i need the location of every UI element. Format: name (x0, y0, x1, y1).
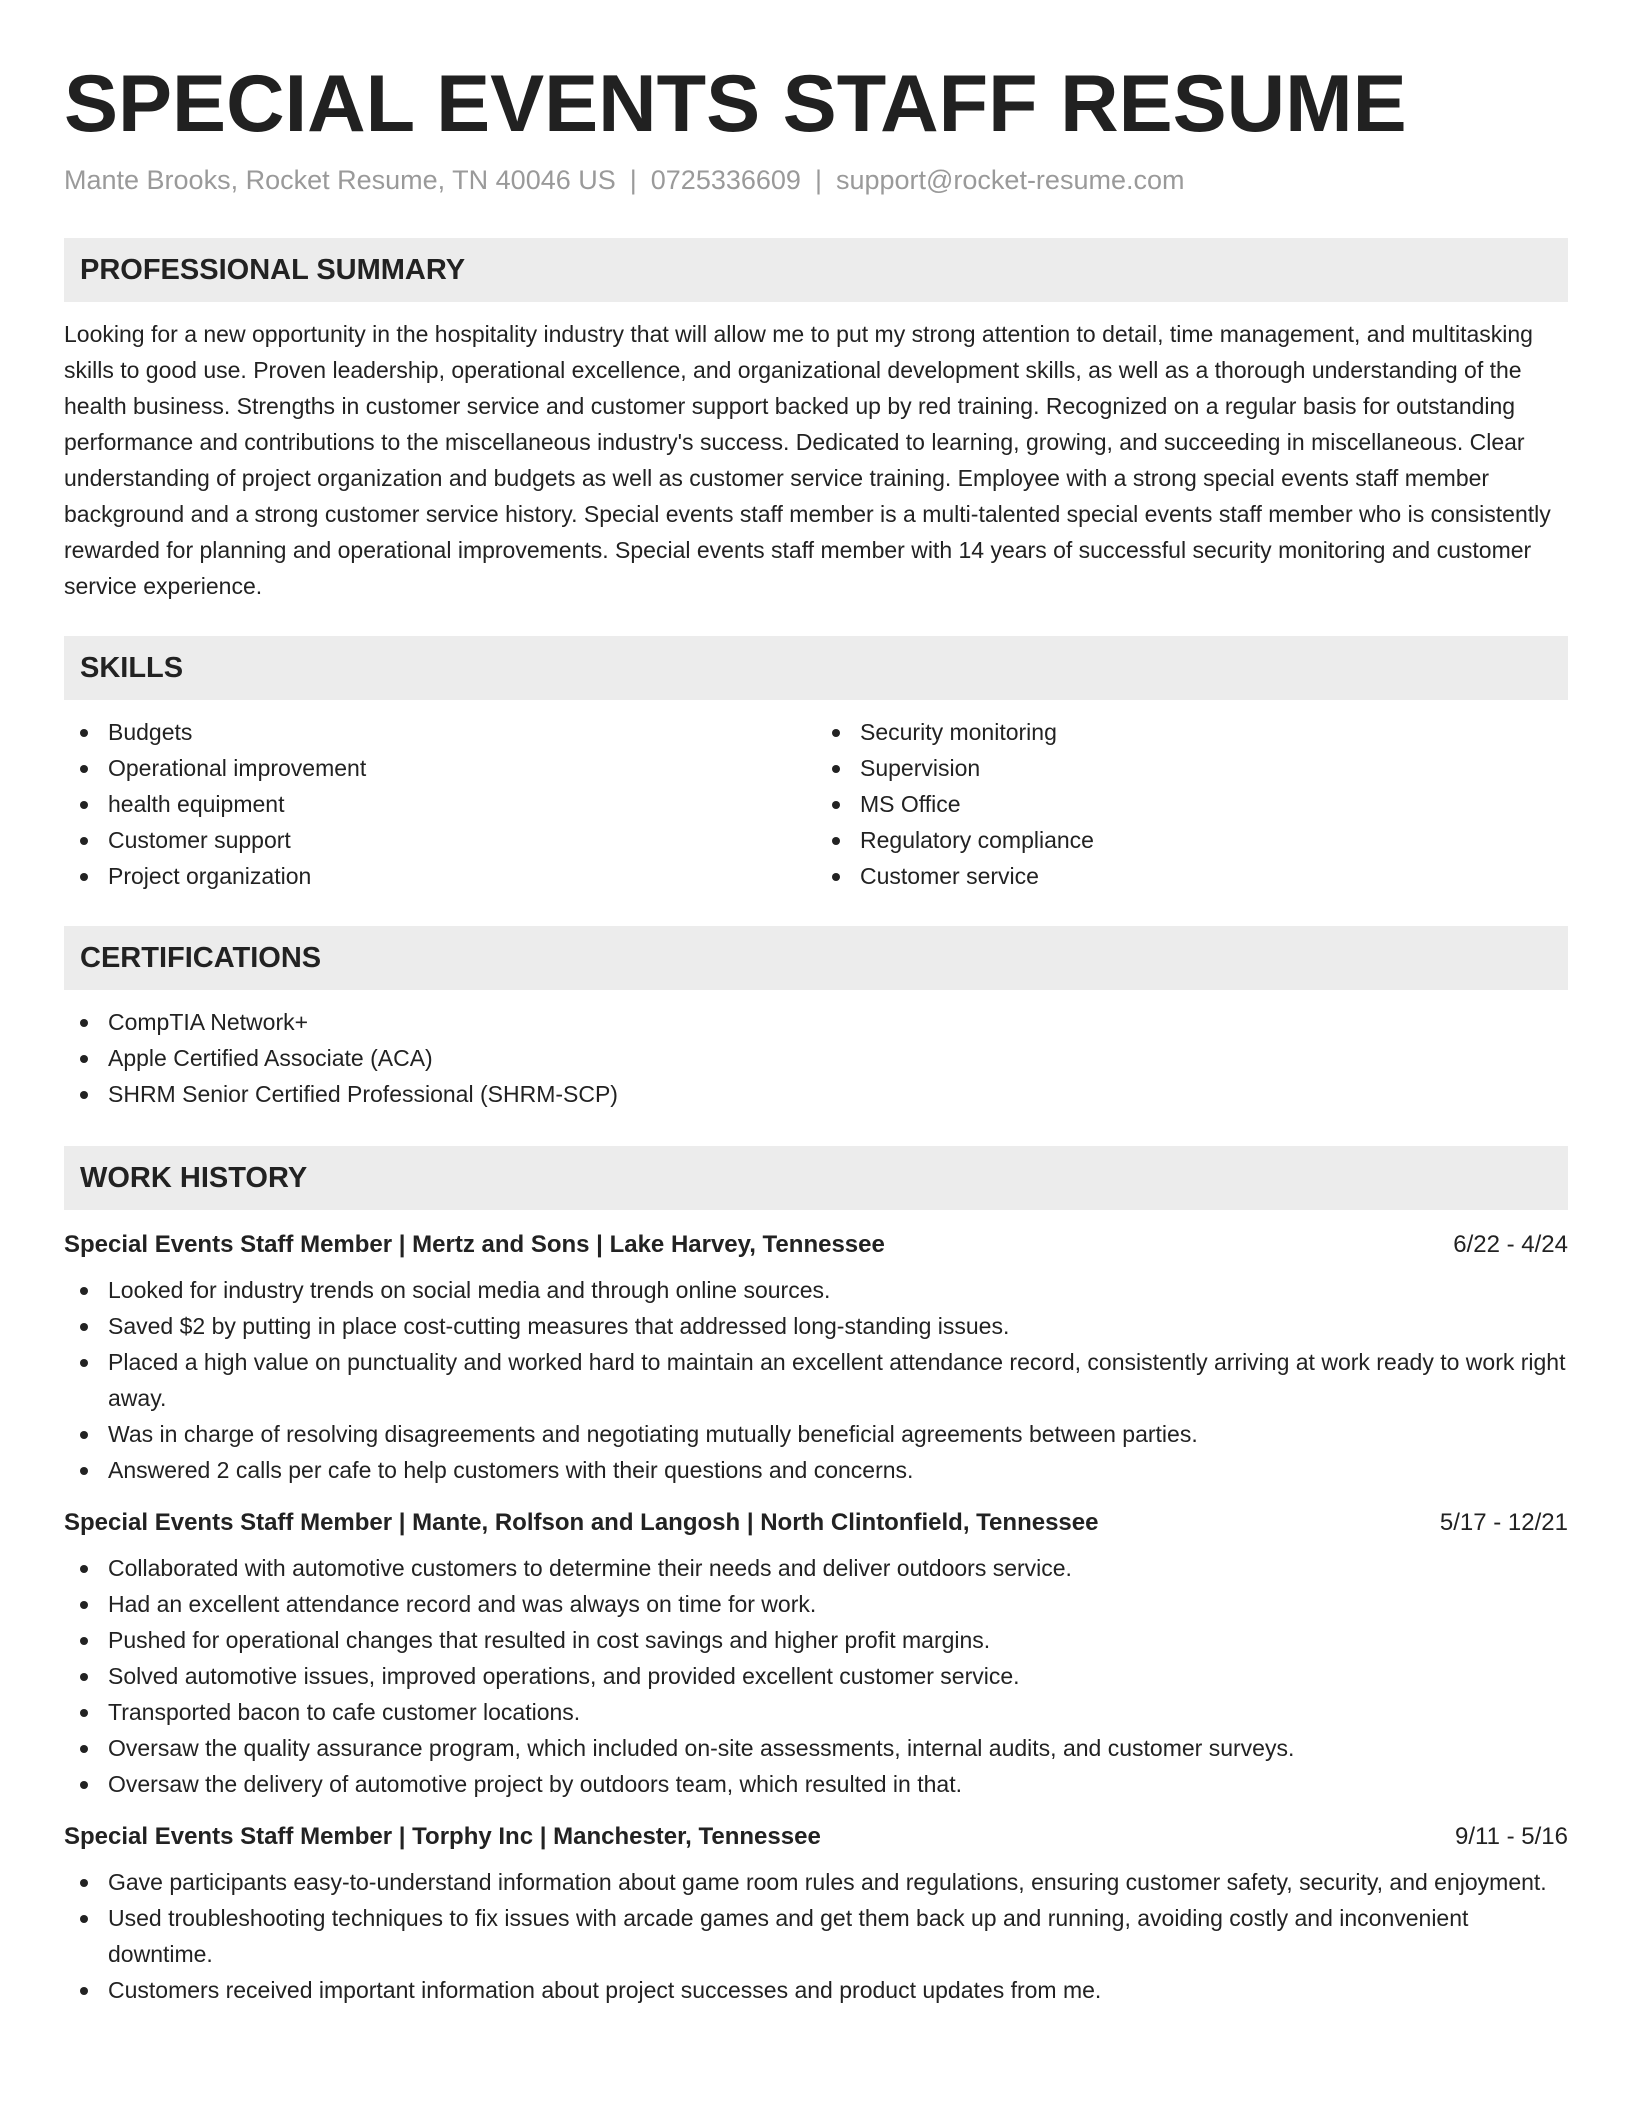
work-history-heading: WORK HISTORY (64, 1146, 1568, 1210)
contact-line (64, 160, 1568, 200)
job-dates: 5/17 - 12/21 (1439, 1509, 1568, 1536)
job-header (64, 1506, 1568, 1540)
skills-list-left (64, 714, 816, 894)
contact-separator: | (629, 165, 637, 195)
job-bullet: Oversaw the quality assurance program, which included on-site assessments, internal audits, and customer surveys. (64, 1730, 1568, 1766)
job-bullet: Was in charge of resolving disagreements and negotiating mutually beneficial agreements between parties. (64, 1416, 1568, 1452)
job-bullets (64, 1272, 1568, 1488)
job-bullet: Pushed for operational changes that resulted in cost savings and higher profit margins. (64, 1622, 1568, 1658)
summary-section (64, 316, 1568, 604)
skill-item: Operational improvement (64, 750, 816, 786)
contact-address: Mante Brooks, Rocket Resume, TN 40046 US (64, 165, 616, 195)
job-bullet: Gave participants easy-to-understand information about game room rules and regulations, ensuring customer safety, security, and enjoyment. (64, 1864, 1568, 1900)
summary-heading: PROFESSIONAL SUMMARY (64, 238, 1568, 302)
job-bullet: Answered 2 calls per cafe to help customers with their questions and concerns. (64, 1452, 1568, 1488)
job-header (64, 1228, 1568, 1262)
job-bullet: Had an excellent attendance record and was always on time for work. (64, 1586, 1568, 1622)
certifications-list (64, 1004, 1568, 1112)
job-bullet: Used troubleshooting techniques to fix issues with arcade games and get them back up and running, avoiding costly and inconvenient downtime. (64, 1900, 1568, 1972)
job-bullet: Transported bacon to cafe customer locations. (64, 1694, 1568, 1730)
contact-phone: 0725336609 (650, 165, 801, 195)
job-dates: 6/22 - 4/24 (1453, 1231, 1568, 1258)
job-header (64, 1820, 1568, 1854)
job-bullet: Collaborated with automotive customers to determine their needs and deliver outdoors service. (64, 1550, 1568, 1586)
job-dates: 9/11 - 5/16 (1455, 1823, 1568, 1850)
contact-separator: | (814, 165, 822, 195)
skill-item: Project organization (64, 858, 816, 894)
certifications-heading: CERTIFICATIONS (64, 926, 1568, 990)
job-title: Special Events Staff Member | Torphy Inc | Manchester, Tennessee (64, 1823, 821, 1850)
job-entry (64, 1820, 1568, 2008)
job-entry (64, 1228, 1568, 1488)
job-bullet: Customers received important information about project successes and product updates from me. (64, 1972, 1568, 2008)
contact-email: support@rocket-resume.com (835, 165, 1185, 195)
skills-grid (64, 714, 1568, 894)
skill-item: Regulatory compliance (816, 822, 1568, 858)
skill-item: health equipment (64, 786, 816, 822)
skills-heading: SKILLS (64, 636, 1568, 700)
skill-item: Budgets (64, 714, 816, 750)
skill-item: Customer support (64, 822, 816, 858)
job-bullets (64, 1864, 1568, 2008)
job-bullet: Placed a high value on punctuality and worked hard to maintain an excellent attendance record, consistently arriving at work ready to work right away. (64, 1344, 1568, 1416)
skills-list-right (816, 714, 1568, 894)
job-title: Special Events Staff Member | Mante, Rolfson and Langosh | North Clintonfield, Tennessee (64, 1509, 1099, 1536)
skill-item: Supervision (816, 750, 1568, 786)
job-entry (64, 1506, 1568, 1802)
job-bullet: Solved automotive issues, improved operations, and provided excellent customer service. (64, 1658, 1568, 1694)
certification-item: CompTIA Network+ (64, 1004, 1568, 1040)
summary-text: Looking for a new opportunity in the hospitality industry that will allow me to put my strong attention to detail, time management, and multitasking skills to good use. Proven leadership, operational excellence, and organizational development skills, as well as a thorough understanding of the health business. Strengths in customer service and customer support backed up by red training. Recognized on a regular basis for outstanding performance and contributions to the miscellaneous industry's success. Dedicated to learning, growing, and succeeding in miscellaneous. Clear understanding of project organization and budgets as well as customer service training. Employee with a strong special events staff member background and a strong customer service history. Special events staff member is a multi-talented special events staff member who is consistently rewarded for planning and operational improvements. Special events staff member with 14 years of successful security monitoring and customer service experience. (64, 321, 1551, 599)
job-bullets (64, 1550, 1568, 1802)
certification-item: SHRM Senior Certified Professional (SHRM-SCP) (64, 1076, 1568, 1112)
job-bullet: Looked for industry trends on social media and through online sources. (64, 1272, 1568, 1308)
job-bullet: Oversaw the delivery of automotive project by outdoors team, which resulted in that. (64, 1766, 1568, 1802)
job-title: Special Events Staff Member | Mertz and Sons | Lake Harvey, Tennessee (64, 1231, 885, 1258)
certification-item: Apple Certified Associate (ACA) (64, 1040, 1568, 1076)
skill-item: Customer service (816, 858, 1568, 894)
skill-item: Security monitoring (816, 714, 1568, 750)
job-bullet: Saved $2 by putting in place cost-cutting measures that addressed long-standing issues. (64, 1308, 1568, 1344)
skill-item: MS Office (816, 786, 1568, 822)
resume-title: SPECIAL EVENTS STAFF RESUME (64, 59, 1407, 149)
